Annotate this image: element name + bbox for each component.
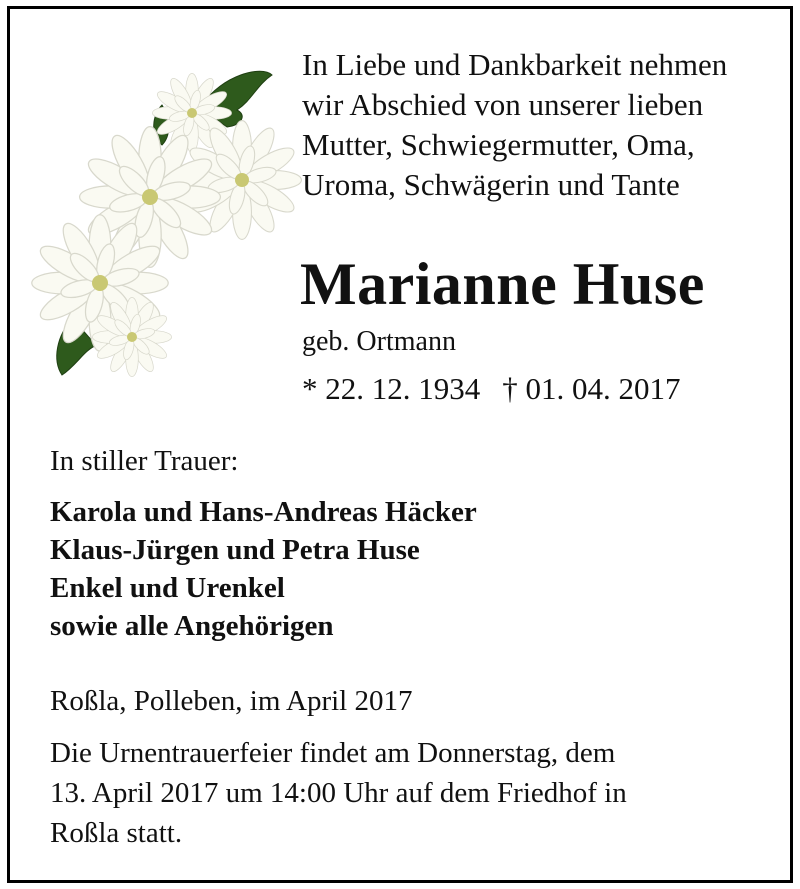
- birth-name: geb. Ortmann: [302, 326, 456, 357]
- mourner-name: Enkel und Urenkel: [50, 572, 285, 604]
- birth-date: * 22. 12. 1934: [302, 371, 481, 406]
- mourner-name: sowie alle Angehörigen: [50, 610, 334, 642]
- mourners-list: [50, 493, 477, 645]
- intro-text: [302, 45, 727, 205]
- intro-line: Uroma, Schwägerin und Tante: [302, 167, 680, 202]
- obituary-notice: [7, 6, 793, 883]
- intro-line: Mutter, Schwiegermutter, Oma,: [302, 127, 695, 162]
- deceased-name: Marianne Huse: [300, 251, 705, 317]
- death-date: † 01. 04. 2017: [502, 371, 681, 406]
- intro-line: wir Abschied von unserer lieben: [302, 87, 704, 122]
- place-date: Roßla, Polleben, im April 2017: [50, 685, 413, 717]
- intro-line: In Liebe und Dankbarkeit nehmen: [302, 47, 728, 82]
- service-line: Roßla statt.: [50, 817, 183, 849]
- mourner-name: Karola und Hans-Andreas Häcker: [50, 496, 477, 528]
- life-dates: [302, 369, 681, 409]
- mourner-name: Klaus-Jürgen und Petra Huse: [50, 534, 420, 566]
- mourners-heading: In stiller Trauer:: [50, 445, 239, 477]
- service-info: [50, 733, 627, 853]
- service-line: 13. April 2017 um 14:00 Uhr auf dem Friedhof in: [50, 777, 627, 809]
- service-line: Die Urnentrauerfeier findet am Donnerstag, dem: [50, 737, 616, 769]
- chrysanthemum-flowers-image: [22, 65, 302, 385]
